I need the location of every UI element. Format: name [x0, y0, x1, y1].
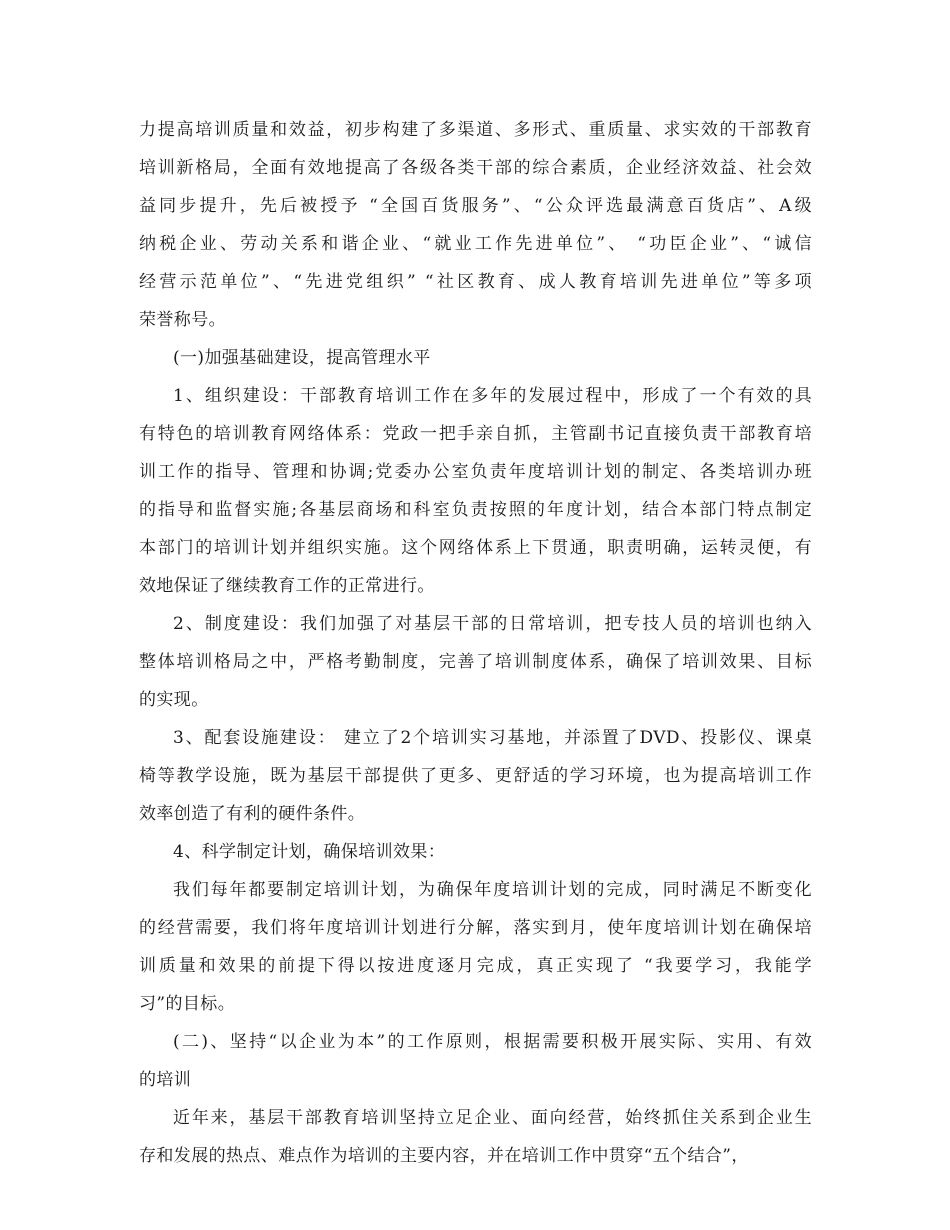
text-line: 荣誉称号。 [139, 310, 226, 330]
document-body [139, 111, 812, 1175]
text-line: 近年来，基层干部教育培训坚持立足企业、面向经营，始终抓住关系到企业生 [173, 1108, 812, 1128]
text-line: 1、组织建设：干部教育培训工作在多年的发展过程中，形成了一个有效的具 [173, 386, 812, 406]
text-line: 益同步提升，先后被授予 “全国百货服务”、“公众评选最满意百货店”、A级 [139, 196, 812, 216]
text-line: 的实现。 [139, 690, 209, 710]
text-line: 经营示范单位”、“先进党组织” “社区教育、成人教育培训先进单位”等多项 [139, 272, 812, 292]
paragraph [139, 339, 812, 377]
paragraph [139, 833, 812, 871]
text-line: 纳税企业、劳动关系和谐企业、“就业工作先进单位”、 “功臣企业”、“诚信 [139, 234, 812, 254]
text-line: 3、配套设施建设： 建立了2个培训实习基地，并添置了DVD、投影仪、课桌 [173, 728, 812, 748]
text-line: 4、科学制定计划，确保培训效果： [173, 842, 446, 862]
paragraph [139, 871, 812, 1023]
text-line: 力提高培训质量和效益，初步构建了多渠道、多形式、重质量、求实效的干部教育 [139, 120, 812, 140]
text-line: 本部门的培训计划并组织实施。这个网络体系上下贯通，职责明确，运转灵便，有 [139, 538, 812, 558]
text-line: 效地保证了继续教育工作的正常进行。 [139, 576, 435, 596]
text-line: 2、制度建设：我们加强了对基层干部的日常培训，把专技人员的培训也纳入 [173, 614, 812, 634]
text-line: 我们每年都要制定培训计划，为确保年度培训计划的完成，同时满足不断变化 [173, 880, 812, 900]
text-line: 培训新格局，全面有效地提高了各级各类干部的综合素质，企业经济效益、社会效 [139, 158, 812, 178]
paragraph [139, 605, 812, 719]
paragraph [139, 1099, 812, 1175]
text-line: 习”的目标。 [139, 994, 236, 1014]
paragraph [139, 111, 812, 339]
text-line: (一)加强基础建设，提高管理水平 [173, 348, 431, 368]
text-line: 整体培训格局之中，严格考勤制度，完善了培训制度体系，确保了培训效果、目标 [139, 652, 812, 672]
text-line: 的培训 [139, 1070, 192, 1090]
text-line: 存和发展的热点、难点作为培训的主要内容，并在培训工作中贯穿“五个结合”， [139, 1146, 749, 1166]
text-line: (二)、坚持“以企业为本”的工作原则，根据需要积极开展实际、实用、有效 [173, 1032, 812, 1052]
text-line: 训质量和效果的前提下得以按进度逐月完成，真正实现了 “我要学习，我能学 [139, 956, 812, 976]
text-line: 训工作的指导、管理和协调;党委办公室负责年度培训计划的制定、各类培训办班 [139, 462, 812, 482]
text-line: 的经营需要，我们将年度培训计划进行分解，落实到月，使年度培训计划在确保培 [139, 918, 812, 938]
text-line: 效率创造了有利的硬件条件。 [139, 804, 366, 824]
paragraph [139, 719, 812, 833]
text-line: 椅等教学设施，既为基层干部提供了更多、更舒适的学习环境，也为提高培训工作 [139, 766, 812, 786]
paragraph [139, 1023, 812, 1099]
paragraph [139, 377, 812, 605]
text-line: 有特色的培训教育网络体系：党政一把手亲自抓，主管副书记直接负责干部教育培 [139, 424, 812, 444]
text-line: 的指导和监督实施;各基层商场和科室负责按照的年度计划，结合本部门特点制定 [139, 500, 812, 520]
